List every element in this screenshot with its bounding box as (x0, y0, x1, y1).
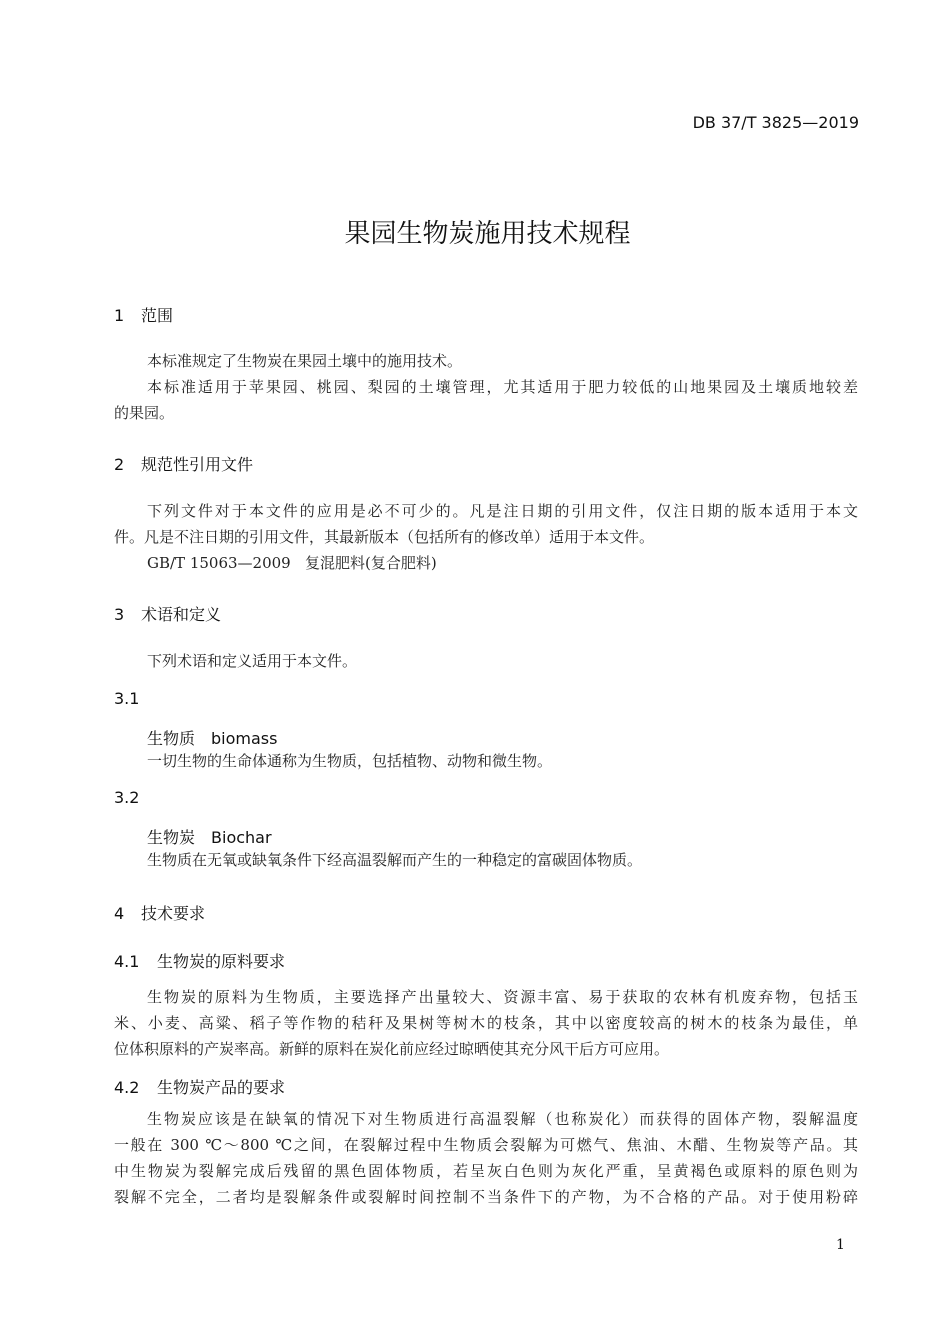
term-3-2-definition (114, 847, 858, 873)
section-title: 技术要求 (141, 904, 206, 923)
paragraph: 下列术语和定义适用于本文件。 (147, 652, 358, 670)
term-zh: 生物质 (147, 729, 196, 748)
reference-title: 复混肥料(复合肥料) (305, 554, 437, 572)
paragraph-line: 下列文件对于本文件的应用是必不可少的。凡是注日期的引用文件，仅注日期的版本适用于本文 (147, 502, 858, 520)
normative-reference (114, 550, 858, 576)
section-3-intro (114, 648, 858, 674)
section-title: 范围 (141, 306, 174, 325)
paragraph-line: 米、小麦、高粱、稻子等作物的秸秆及果树等树木的枝条，其中以密度较高的树木的枝条为最佳，单 (114, 1014, 858, 1032)
paragraph-line: 裂解不完全，二者均是裂解条件或裂解时间控制不当条件下的产物，为不合格的产品。对于使用粉碎 (114, 1188, 858, 1206)
section-number: 4.2 (114, 1078, 140, 1097)
term-3-2-heading (147, 825, 272, 848)
reference-code: GB/T 15063—2009 (147, 554, 291, 572)
section-1-heading (114, 303, 173, 326)
paragraph: 本标准规定了生物炭在果园土壤中的施用技术。 (147, 352, 463, 370)
term-3-1-heading (147, 726, 277, 749)
section-4-1-body (114, 984, 858, 1062)
section-title: 生物炭产品的要求 (157, 1078, 286, 1097)
section-4-2-heading (114, 1075, 285, 1098)
definition: 一切生物的生命体通称为生物质，包括植物、动物和微生物。 (147, 752, 553, 770)
section-number: 4.1 (114, 952, 140, 971)
definition: 生物质在无氧或缺氧条件下经高温裂解而产生的一种稳定的富碳固体物质。 (147, 851, 643, 869)
paragraph-line: 中生物炭为裂解完成后残留的黑色固体物质，若呈灰白色则为灰化严重，呈黄褐色或原料的原色则为 (114, 1162, 858, 1180)
paragraph-line: 本标准适用于苹果园、桃园、梨园的土壤管理，尤其适用于肥力较低的山地果园及土壤质地较差 (147, 378, 858, 396)
term-3-2-number: 3.2 (114, 788, 140, 807)
page-number: 1 (836, 1237, 845, 1253)
section-title: 规范性引用文件 (141, 455, 254, 474)
section-4-1-heading (114, 949, 285, 972)
paragraph-line: 一般在 300 ℃～800 ℃之间，在裂解过程中生物质会裂解为可燃气、焦油、木醋、生物炭等产品。其 (114, 1136, 858, 1154)
term-en: Biochar (211, 828, 272, 847)
section-4-heading (114, 901, 205, 924)
document-title: 果园生物炭施用技术规程 (344, 219, 631, 249)
section-2-body (114, 498, 858, 576)
term-3-1-number: 3.1 (114, 689, 140, 708)
paragraph-line: 生物炭的原料为生物质，主要选择产出量较大、资源丰富、易于获取的农林有机废弃物，包括玉 (147, 988, 858, 1006)
section-4-2-body (114, 1106, 858, 1210)
standard-code: DB 37/T 3825—2019 (692, 113, 859, 132)
section-number: 3 (114, 605, 125, 624)
section-number: 4 (114, 904, 125, 923)
term-3-1-definition (114, 748, 858, 774)
paragraph-line: 件。凡是不注日期的引用文件，其最新版本（包括所有的修改单）适用于本文件。 (114, 528, 655, 546)
paragraph-line: 的果园。 (114, 404, 175, 422)
section-title: 生物炭的原料要求 (157, 952, 286, 971)
section-number: 1 (114, 306, 125, 325)
term-zh: 生物炭 (147, 828, 196, 847)
term-en: biomass (211, 729, 278, 748)
paragraph-line: 位体积原料的产炭率高。新鲜的原料在炭化前应经过晾晒使其充分风干后方可应用。 (114, 1040, 670, 1058)
paragraph-line: 生物炭应该是在缺氧的情况下对生物质进行高温裂解（也称炭化）而获得的固体产物，裂解温度 (147, 1110, 858, 1128)
section-title: 术语和定义 (141, 605, 222, 624)
section-2-heading (114, 452, 253, 475)
section-3-heading (114, 602, 221, 625)
section-1-body (114, 348, 858, 426)
section-number: 2 (114, 455, 125, 474)
